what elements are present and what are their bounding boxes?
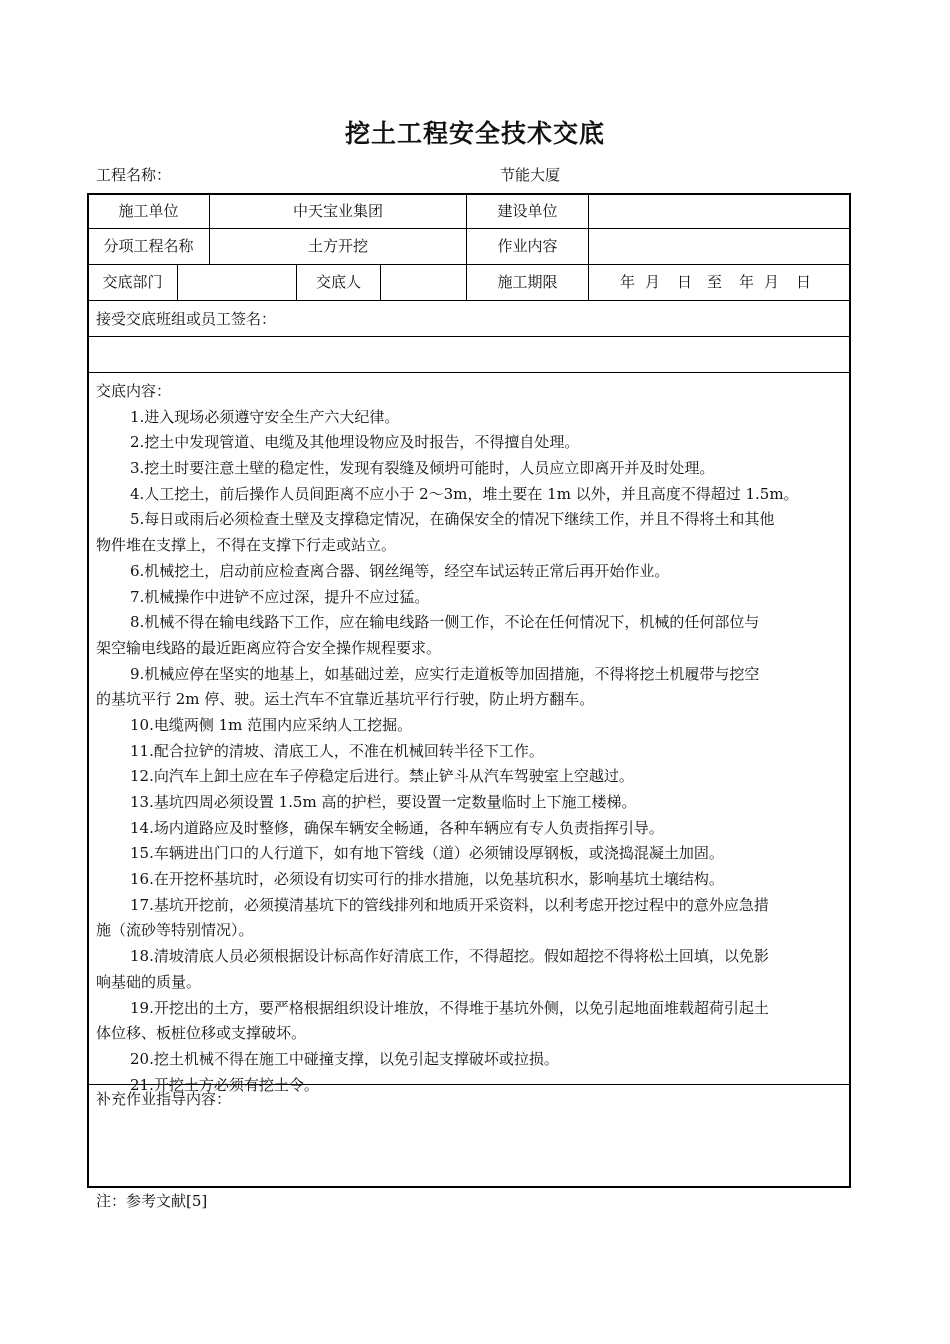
content-line: 7.机械操作中进铲不应过深，提升不应过猛。 bbox=[130, 587, 430, 606]
content-line: 11.配合拉铲的清坡、清底工人，不准在机械回转半径下工作。 bbox=[130, 741, 544, 760]
footnote: 注：参考文献[5] bbox=[96, 1192, 208, 1210]
sub-project-label: 分项工程名称 bbox=[103, 237, 194, 255]
content-line: 10.电缆两侧 1m 范围内应采纳人工挖掘。 bbox=[130, 715, 413, 734]
owner-unit-label: 建设单位 bbox=[497, 202, 558, 220]
discloser-label: 交底人 bbox=[315, 273, 361, 291]
content-label: 交底内容： bbox=[96, 382, 172, 400]
period-day-2: 日 bbox=[796, 273, 812, 291]
content-line: 17.基坑开挖前，必须摸清基坑下的管线排列和地质开采资料，以利考虑开挖过程中的意外应急措 bbox=[130, 895, 769, 914]
project-name-label: 工程名称： bbox=[96, 166, 172, 184]
content-line: 20.挖土机械不得在施工中碰撞支撑，以免引起支撑破坏或拉损。 bbox=[130, 1049, 559, 1068]
disclosure-dept-label: 交底部门 bbox=[102, 273, 163, 291]
content-line: 6.机械挖土，启动前应检查离合器、钢丝绳等，经空车试运转正常后再开始作业。 bbox=[130, 561, 670, 580]
content-line: 12.向汽车上卸土应在车子停稳定后进行。禁止铲斗从汽车驾驶室上空越过。 bbox=[130, 767, 634, 786]
construction-unit-label: 施工单位 bbox=[118, 202, 179, 220]
sub-project-value: 土方开挖 bbox=[307, 237, 368, 255]
content-line: 14.场内道路应及时整修，确保车辆安全畅通，各种车辆应有专人负责指挥引导。 bbox=[130, 818, 664, 837]
content-line: 架空输电线路的最近距离应符合安全操作规程要求。 bbox=[96, 638, 442, 657]
content-line: 物件堆在支撑上，不得在支撑下行走或站立。 bbox=[96, 536, 397, 555]
content-line: 21.开挖土方必须有挖土令。 bbox=[130, 1075, 319, 1094]
construction-unit-value: 中天宝业集团 bbox=[292, 202, 383, 220]
content-line: 体位移、板桩位移或支撑破坏。 bbox=[96, 1024, 307, 1043]
period-year-1: 年 bbox=[620, 273, 636, 291]
content-line: 13.基坑四周必须设置 1.5m 高的护栏，要设置一定数量临时上下施工楼梯。 bbox=[130, 793, 637, 811]
period-month-2: 月 bbox=[764, 273, 780, 291]
content-line: 8.机械不得在输电线路下工作，应在输电线路一侧工作，不论在任何情况下，机械的任何部位与 bbox=[130, 613, 760, 632]
document-title: 挖土工程安全技术交底 bbox=[344, 119, 605, 148]
period-day-1: 日 bbox=[677, 273, 693, 291]
content-line: 1.进入现场必须遵守安全生产六大纪律。 bbox=[130, 407, 400, 426]
content-line: 2.挖土中发现管道、电缆及其他埋设物应及时报告，不得擅自处理。 bbox=[130, 433, 580, 452]
period-to: 至 bbox=[707, 273, 723, 291]
supplement-label: 补充作业指导内容： bbox=[96, 1090, 232, 1108]
signature-label: 接受交底班组或员工签名： bbox=[96, 310, 277, 328]
content-line: 施（流砂等特别情况）。 bbox=[96, 921, 254, 940]
content-line: 15.车辆进出门口的人行道下，如有地下管线（道）必须铺设厚钢板，或浇捣混凝土加固。 bbox=[130, 844, 724, 863]
content-line: 9.机械应停在坚实的地基上，如基础过差，应实行走道板等加固措施，不得将挖土机履带与挖空 bbox=[130, 664, 760, 683]
content-line: 3.挖土时要注意土壁的稳定性，发现有裂缝及倾坍可能时，人员应立即离开并及时处理。 bbox=[130, 459, 715, 478]
content-line: 19.开挖出的土方，要严格根据组织设计堆放，不得堆于基坑外侧，以免引起地面堆载超荷引起土 bbox=[130, 998, 769, 1017]
content-line: 响基础的质量。 bbox=[96, 972, 202, 991]
period-year-2: 年 bbox=[739, 273, 755, 291]
content-line: 18.清坡清底人员必须根据设计标高作好清底工作，不得超挖。假如超挖不得将松土回填，以免影 bbox=[130, 947, 769, 966]
content-line: 4.人工挖土，前后操作人员间距离不应小于 2～3m，堆土要在 1m 以外，并且高度不得超过 1.5m。 bbox=[130, 484, 799, 503]
period-label: 施工期限 bbox=[497, 273, 558, 291]
project-name-value: 节能大厦 bbox=[500, 166, 561, 184]
content-line: 的基坑平行 2m 停、驶。运土汽车不宜靠近基坑平行行驶，防止坍方翻车。 bbox=[96, 690, 595, 709]
content-line: 5.每日或雨后必须检查土壁及支撑稳定情况，在确保安全的情况下继续工作，并且不得将土和其他 bbox=[130, 510, 775, 529]
content-line: 16.在开挖杯基坑时，必须设有切实可行的排水措施，以免基坑积水，影响基坑土壤结构。 bbox=[130, 870, 724, 889]
period-month-1: 月 bbox=[645, 273, 661, 291]
disclosure-content bbox=[96, 379, 816, 1098]
work-content-label: 作业内容 bbox=[497, 237, 558, 255]
